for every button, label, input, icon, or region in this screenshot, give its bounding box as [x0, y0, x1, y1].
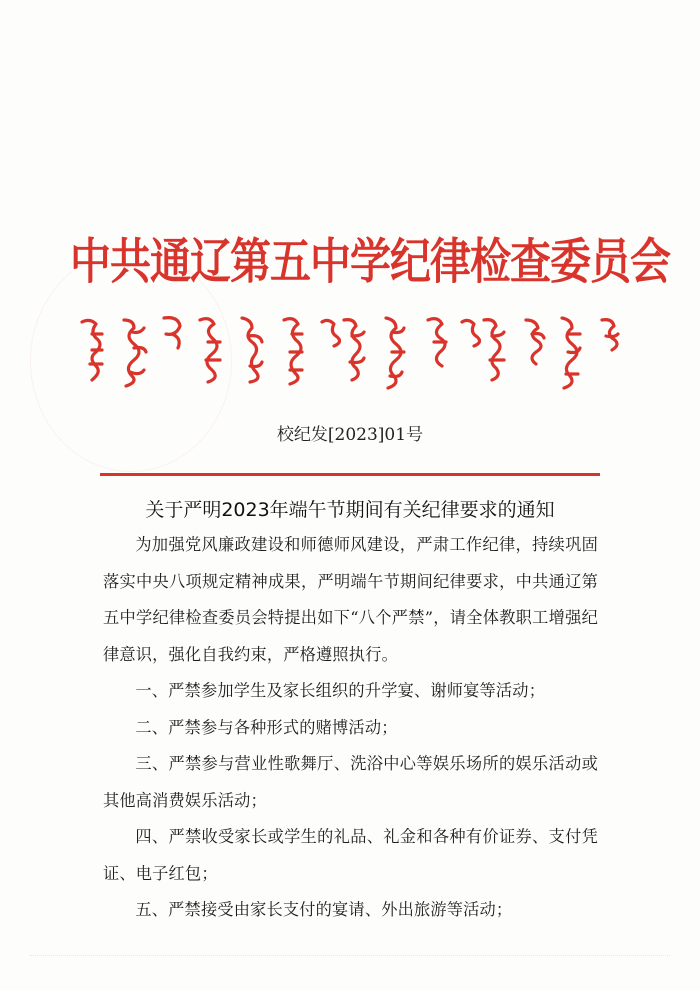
scan-edge-speckle — [30, 955, 670, 957]
org-header-chinese: 中共通辽第五中学纪律检查委员会 — [70, 233, 670, 290]
rule-item-5: 五、严禁接受由家长支付的宴请、外出旅游等活动； — [135, 900, 513, 919]
rule-item-4: 四、严禁收受家长或学生的礼品、礼金和各种有价证券、支付凭证、电子红包； — [103, 827, 598, 883]
red-divider-line — [100, 473, 600, 476]
intro-paragraph: 为加强党风廉政建设和师德师风建设，严肃工作纪律，持续巩固落实中央八项规定精神成果，严明端午节期间纪律要求，中共通辽第五中学纪律检查委员会特提出如下“八个严禁”，请全体教职工增强纪律意识，强化自我约束，严格遵照执行。 — [103, 535, 598, 664]
document-number: 校纪发[2023]01号 — [276, 425, 424, 445]
rule-item-1: 一、严禁参加学生及家长组织的升学宴、谢师宴等活动； — [135, 681, 546, 700]
document-title: 关于严明2023年端午节期间有关纪律要求的通知 — [145, 499, 555, 521]
document-body — [103, 527, 598, 929]
mongolian-script-graphic — [72, 312, 632, 392]
rule-item-3: 三、严禁参与营业性歌舞厅、洗浴中心等娱乐场所的娱乐活动或其他高消费娱乐活动； — [103, 754, 598, 810]
rule-item-2: 二、严禁参与各种形式的赌博活动； — [135, 717, 398, 737]
org-header-mongolian — [72, 312, 632, 392]
